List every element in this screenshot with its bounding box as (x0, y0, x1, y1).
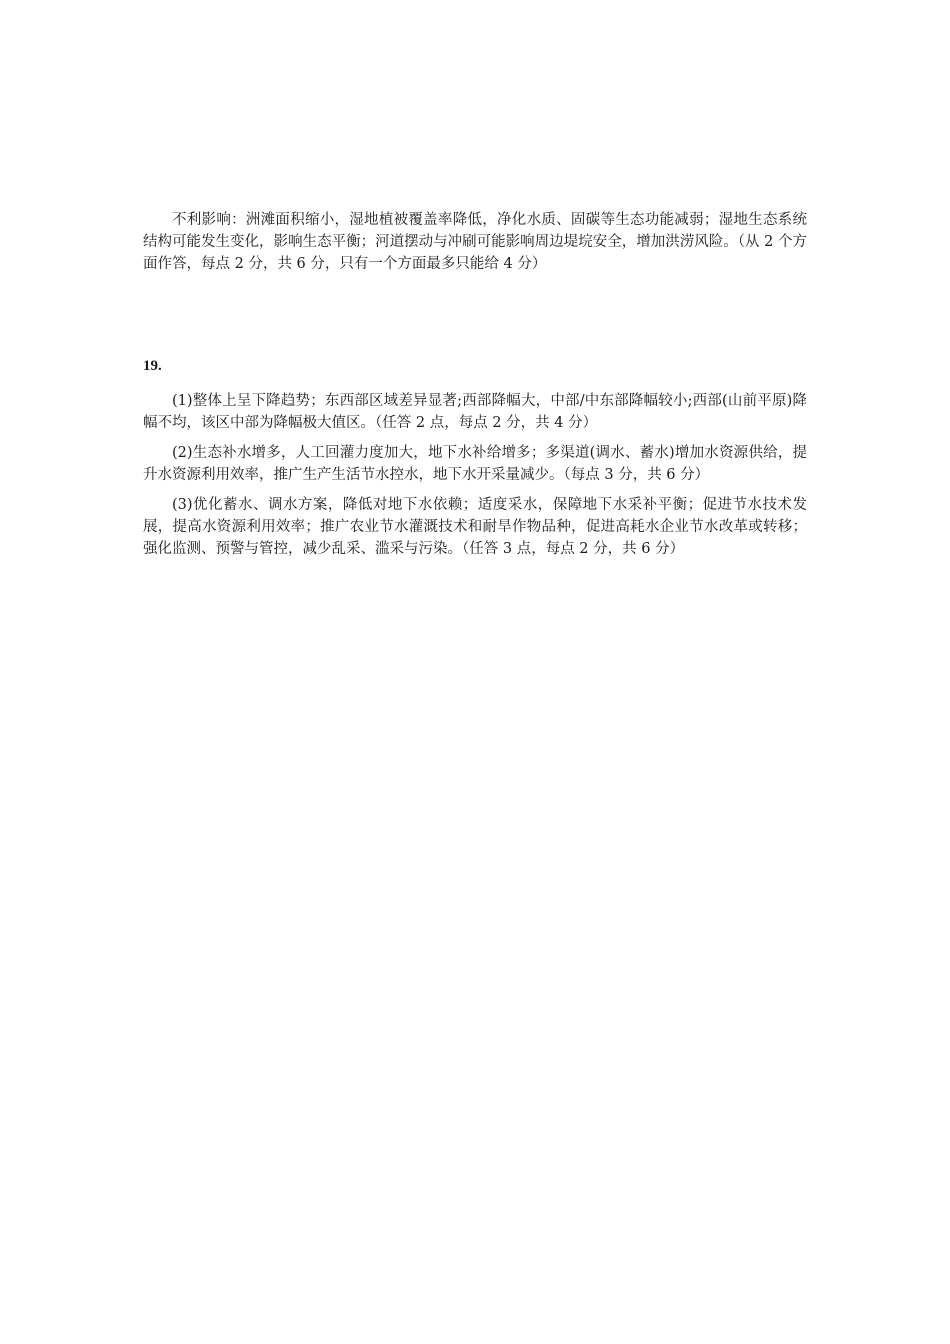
answer-part-1: (1)整体上呈下降趋势；东西部区域差异显著;西部降幅大，中部/中东部降幅较小;西部(山前平原)降幅不均，该区中部为降幅极大值区。（任答 2 点，每点 2 分，共 4 分） (143, 393, 807, 431)
answer-part-3: (3)优化蓄水、调水方案，降低对地下水依赖；适度采水，保障地下水采补平衡；促进节水技术发展，提高水资源利用效率；推广农业节水灌溉技术和耐旱作物品种，促进高耗水企业节水改革或转移；强化监测、预警与管控，减少乱采、滥采与污染。（任答 3 点，每点 2 分，共 6 分） (143, 497, 807, 557)
answer-part-2: (2)生态补水增多，人工回灌力度加大，地下水补给增多；多渠道(调水、蓄水)增加水资源供给，提升水资源利用效率，推广生产生活节水控水，地下水开采量减少。（每点 3 分，共 6 分） (143, 445, 807, 483)
question-19-number: 19. (143, 358, 162, 374)
document-content (143, 209, 807, 557)
adverse-effects-paragraph: 不利影响：洲滩面积缩小，湿地植被覆盖率降低，净化水质、固碳等生态功能减弱；湿地生态系统结构可能发生变化，影响生态平衡；河道摆动与冲刷可能影响周边堤垸安全，增加洪涝风险。（从 2 个方面作答，每点 2 分，共 6 分，只有一个方面最多只能给 4 分） (143, 212, 807, 272)
question-19-answers (143, 390, 807, 568)
